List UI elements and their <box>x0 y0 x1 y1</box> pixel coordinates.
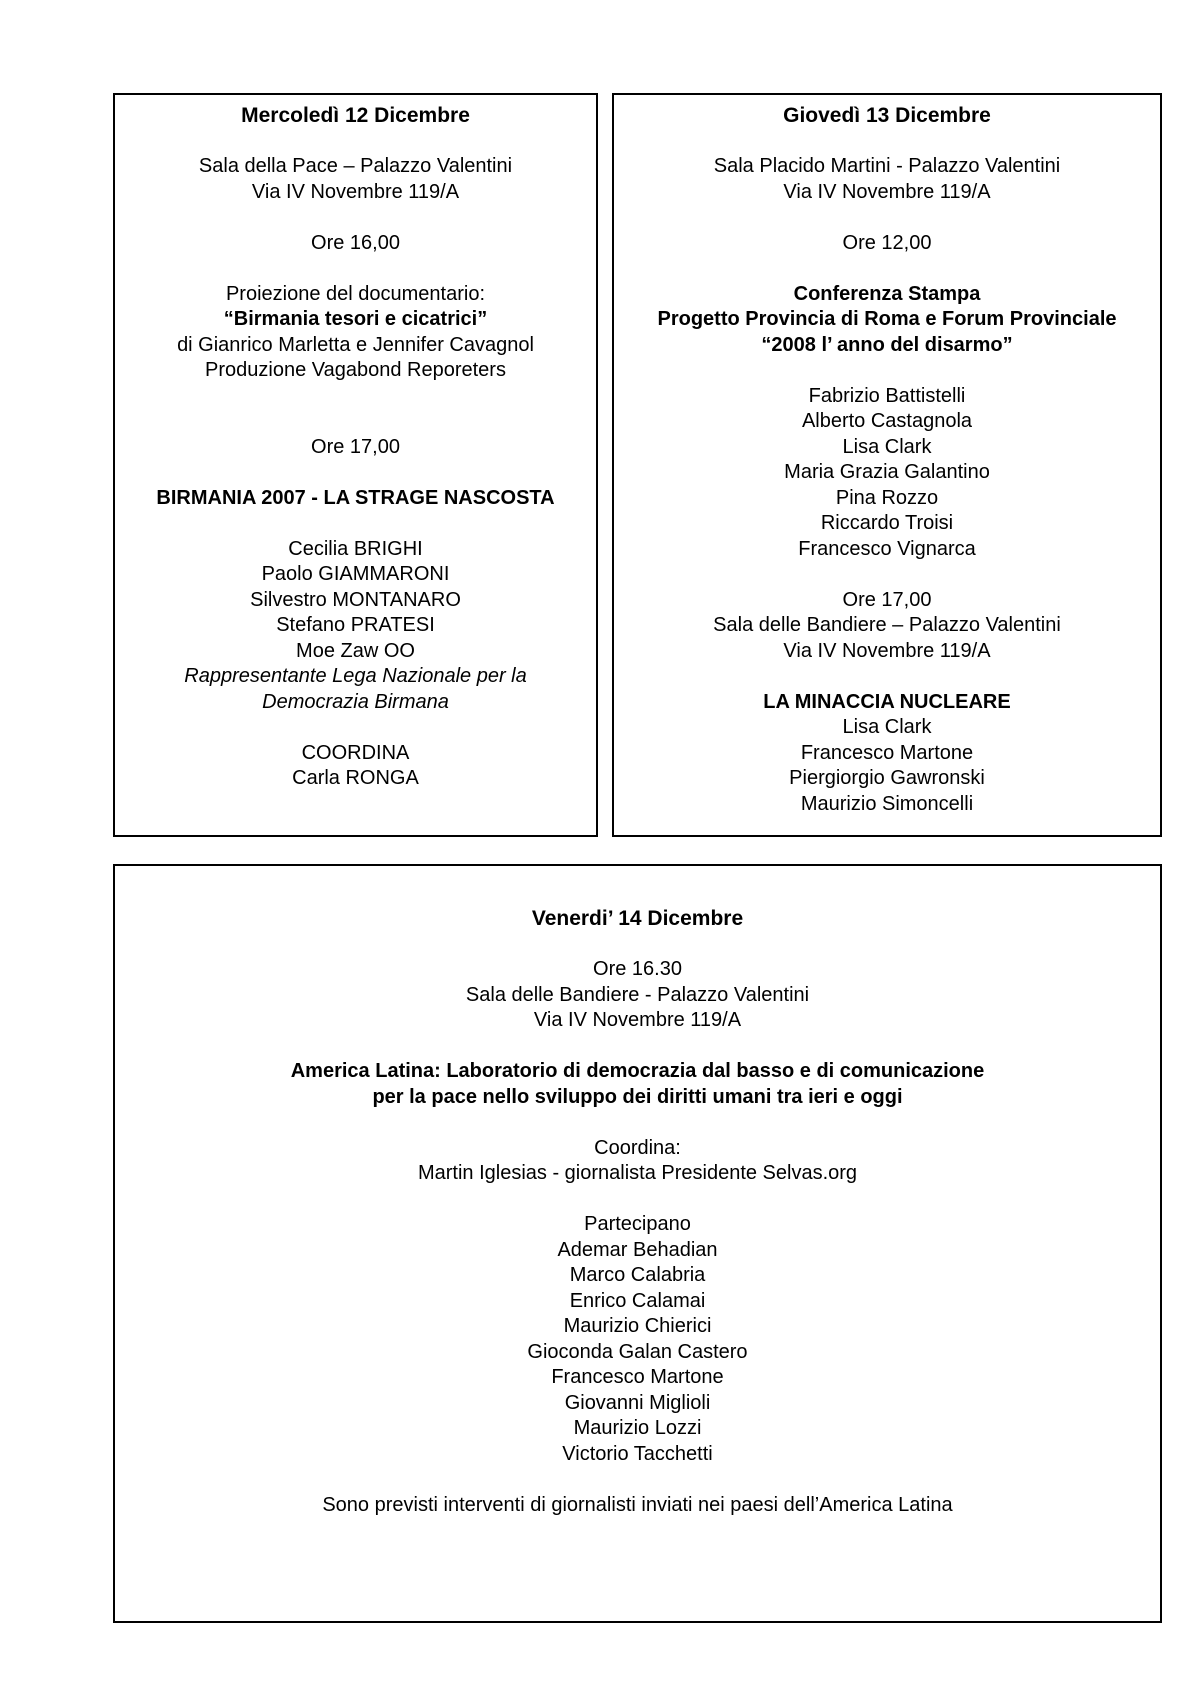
blank-line <box>614 256 1160 282</box>
text-line: Lisa Clark <box>842 435 932 458</box>
text-line: Sono previsti interventi di giornalisti inviati nei paesi dell’America Latina <box>322 1493 953 1516</box>
text-line: Conferenza Stampa <box>793 282 981 305</box>
text-line: Victorio Tacchetti <box>562 1442 713 1465</box>
text-line: Produzione Vagabond Reporeters <box>205 359 506 381</box>
text-line: Rappresentante Lega Nazionale per la <box>184 665 527 687</box>
text-line: Sala delle Bandiere – Palazzo Valentini <box>713 614 1061 636</box>
text-line: di Gianrico Marletta e Jennifer Cavagnol <box>177 333 534 356</box>
text-line: Francesco Vignarca <box>798 537 976 560</box>
text-line: Democrazia Birmana <box>262 690 449 713</box>
blank-line <box>115 1467 1160 1493</box>
text-line: Ore 16.30 <box>593 958 682 980</box>
program-content <box>115 103 596 792</box>
blank-line <box>115 932 1160 958</box>
text-line: Pina Rozzo <box>835 486 939 509</box>
text-line: Carla RONGA <box>292 767 419 789</box>
program-box-friday <box>113 864 1162 1623</box>
blank-line <box>115 409 596 435</box>
blank-line <box>115 1110 1160 1136</box>
text-line: per la pace nello sviluppo dei diritti umani tra ieri e oggi <box>372 1085 903 1108</box>
text-line: Martin Iglesias - giornalista Presidente Selvas.org <box>417 1162 858 1184</box>
blank-line <box>115 1187 1160 1213</box>
text-line: Gioconda Galan Castero <box>527 1340 748 1363</box>
text-line: Via IV Novembre 119/A <box>533 1009 742 1031</box>
text-line: Via IV Novembre 119/A <box>783 639 991 662</box>
text-line: Lisa Clark <box>842 716 932 738</box>
day-title: Venerdi’ 14 Dicembre <box>531 907 744 930</box>
blank-line <box>115 256 596 282</box>
text-line: Ore 17,00 <box>311 435 400 458</box>
text-line: Stefano PRATESI <box>276 614 435 636</box>
text-line: Moe Zaw OO <box>296 639 415 662</box>
blank-line <box>614 664 1160 690</box>
text-line: Ademar Behadian <box>557 1238 718 1261</box>
text-line: Maurizio Lozzi <box>573 1417 702 1439</box>
program-box-wednesday <box>113 93 598 837</box>
text-line: Sala Placido Martini - Palazzo Valentini <box>713 155 1061 177</box>
text-line: Ore 12,00 <box>842 231 932 254</box>
text-line: Progetto Provincia di Roma e Forum Provinciale <box>657 308 1117 330</box>
text-line: BIRMANIA 2007 - LA STRAGE NASCOSTA <box>156 486 555 509</box>
text-line: Giovanni Miglioli <box>564 1391 711 1414</box>
text-line: COORDINA <box>301 741 410 764</box>
blank-line <box>115 715 596 741</box>
blank-line <box>115 384 596 410</box>
text-line: Riccardo Troisi <box>820 512 954 534</box>
blank-line <box>115 460 596 486</box>
text-line: Maurizio Chierici <box>563 1315 712 1337</box>
text-line: Cecilia BRIGHI <box>288 537 423 560</box>
text-line: Sala della Pace – Palazzo Valentini <box>198 155 513 177</box>
blank-line <box>614 358 1160 384</box>
text-line: Via IV Novembre 119/A <box>783 180 991 203</box>
text-line: Maria Grazia Galantino <box>784 461 990 483</box>
blank-line <box>614 205 1160 231</box>
blank-line <box>115 511 596 537</box>
text-line: Silvestro MONTANARO <box>250 588 461 611</box>
text-line: Francesco Martone <box>800 741 974 764</box>
day-title: Giovedì 13 Dicembre <box>783 104 991 127</box>
blank-line <box>115 205 596 231</box>
blank-line <box>115 1034 1160 1060</box>
text-line: “2008 l’ anno del disarmo” <box>761 333 1013 356</box>
day-title: Mercoledì 12 Dicembre <box>241 104 470 127</box>
text-line: Partecipano <box>584 1213 691 1235</box>
text-line: Paolo GIAMMARONI <box>261 563 450 585</box>
program-box-thursday <box>612 93 1162 837</box>
text-line: Fabrizio Battistelli <box>808 384 966 407</box>
blank-line <box>115 129 596 155</box>
text-line: Sala delle Bandiere - Palazzo Valentini <box>465 983 810 1006</box>
text-line: Alberto Castagnola <box>801 410 973 432</box>
text-line: Enrico Calamai <box>569 1289 706 1312</box>
text-line: Ore 17,00 <box>842 588 932 611</box>
text-line: America Latina: Laboratorio di democrazia dal basso e di comunicazione <box>290 1060 985 1082</box>
text-line: LA MINACCIA NUCLEARE <box>763 690 1011 713</box>
text-line: Francesco Martone <box>551 1366 724 1388</box>
text-line: Proiezione del documentario: <box>225 282 486 305</box>
text-line: Marco Calabria <box>569 1264 706 1286</box>
text-line: Maurizio Simoncelli <box>800 792 974 815</box>
program-content <box>115 906 1160 1518</box>
text-line: Via IV Novembre 119/A <box>251 180 460 203</box>
text-line: Ore 16,00 <box>311 231 400 254</box>
blank-line <box>614 562 1160 588</box>
blank-line <box>614 129 1160 155</box>
program-content <box>614 103 1160 817</box>
text-line: Piergiorgio Gawronski <box>789 767 985 789</box>
text-line: Coordina: <box>594 1136 681 1159</box>
text-line: “Birmania tesori e cicatrici” <box>223 308 488 330</box>
